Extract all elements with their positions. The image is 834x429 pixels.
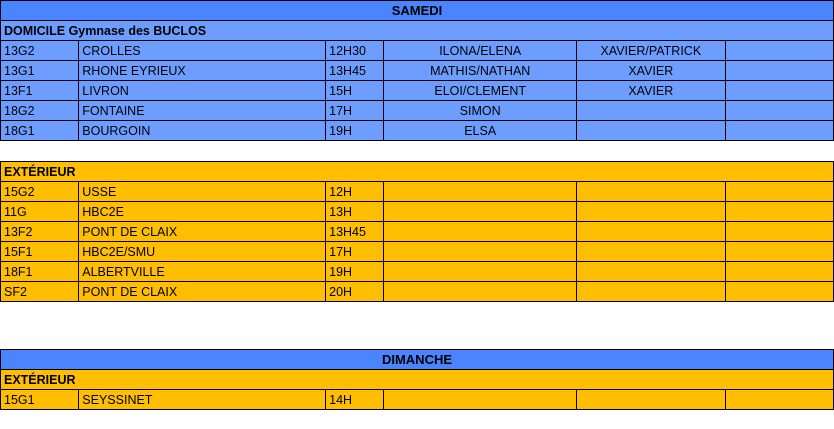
cell-referee-2 — [577, 101, 726, 121]
cell-opponent: ALBERTVILLE — [79, 262, 326, 282]
cell-referee-2: XAVIER — [577, 81, 726, 101]
cell-referee-2 — [577, 242, 726, 262]
dimanche-title: DIMANCHE — [1, 350, 834, 370]
cell-time: 17H — [326, 101, 384, 121]
cell-opponent: CROLLES — [79, 41, 326, 61]
cell-referee-2 — [577, 262, 726, 282]
dimanche-exterieur-header-row — [1, 370, 834, 390]
cell-category: 18G2 — [1, 101, 79, 121]
spacer-4 — [0, 340, 834, 349]
samedi-exterieur-header: EXTÉRIEUR — [1, 162, 834, 182]
cell-referee-1: ELOI/CLEMENT — [384, 81, 577, 101]
samedi-title-row — [1, 1, 834, 21]
cell-category: SF2 — [1, 282, 79, 302]
cell-referee-2 — [577, 121, 726, 141]
spacer-1 — [0, 141, 834, 161]
cell-opponent: USSE — [79, 182, 326, 202]
cell-time: 19H — [326, 262, 384, 282]
cell-time: 17H — [326, 242, 384, 262]
cell-opponent: LIVRON — [79, 81, 326, 101]
cell-opponent: HBC2E/SMU — [79, 242, 326, 262]
cell-time: 14H — [326, 390, 384, 410]
cell-referee-1 — [384, 222, 577, 242]
table-row — [1, 390, 834, 410]
cell-category: 13G2 — [1, 41, 79, 61]
cell-category: 15G2 — [1, 182, 79, 202]
spacer-2 — [0, 302, 834, 321]
cell-extra — [725, 182, 833, 202]
cell-extra — [725, 121, 833, 141]
cell-opponent: FONTAINE — [79, 101, 326, 121]
cell-extra — [725, 390, 833, 410]
table-row — [1, 282, 834, 302]
samedi-table — [0, 0, 834, 141]
cell-extra — [725, 262, 833, 282]
cell-extra — [725, 242, 833, 262]
cell-referee-2 — [577, 202, 726, 222]
cell-time: 12H — [326, 182, 384, 202]
samedi-title: SAMEDI — [1, 1, 834, 21]
cell-category: 15F1 — [1, 242, 79, 262]
cell-extra — [725, 61, 833, 81]
cell-opponent: HBC2E — [79, 202, 326, 222]
cell-time: 12H30 — [326, 41, 384, 61]
cell-opponent: PONT DE CLAIX — [79, 222, 326, 242]
table-row — [1, 41, 834, 61]
table-row — [1, 262, 834, 282]
samedi-exterieur-header-row — [1, 162, 834, 182]
cell-extra — [725, 41, 833, 61]
table-row — [1, 182, 834, 202]
cell-referee-2: XAVIER/PATRICK — [577, 41, 726, 61]
cell-category: 13F2 — [1, 222, 79, 242]
dimanche-title-row — [1, 350, 834, 370]
table-row — [1, 242, 834, 262]
cell-referee-1: ILONA/ELENA — [384, 41, 577, 61]
samedi-exterieur-table — [0, 161, 834, 302]
cell-category: 18G1 — [1, 121, 79, 141]
cell-referee-1 — [384, 182, 577, 202]
cell-category: 15G1 — [1, 390, 79, 410]
cell-time: 19H — [326, 121, 384, 141]
cell-referee-1 — [384, 242, 577, 262]
cell-referee-2 — [577, 222, 726, 242]
cell-referee-1 — [384, 282, 577, 302]
samedi-domicile-header-row — [1, 21, 834, 41]
cell-referee-1: SIMON — [384, 101, 577, 121]
cell-extra — [725, 81, 833, 101]
table-row — [1, 121, 834, 141]
table-row — [1, 222, 834, 242]
cell-time: 20H — [326, 282, 384, 302]
cell-referee-1 — [384, 262, 577, 282]
cell-referee-1: MATHIS/NATHAN — [384, 61, 577, 81]
cell-time: 13H45 — [326, 61, 384, 81]
cell-category: 13F1 — [1, 81, 79, 101]
cell-opponent: BOURGOIN — [79, 121, 326, 141]
cell-extra — [725, 101, 833, 121]
cell-opponent: SEYSSINET — [79, 390, 326, 410]
table-row — [1, 202, 834, 222]
dimanche-table — [0, 349, 834, 410]
cell-referee-2: XAVIER — [577, 61, 726, 81]
dimanche-exterieur-header: EXTÉRIEUR — [1, 370, 834, 390]
cell-extra — [725, 202, 833, 222]
cell-time: 15H — [326, 81, 384, 101]
cell-opponent: PONT DE CLAIX — [79, 282, 326, 302]
samedi-domicile-header: DOMICILE Gymnase des BUCLOS — [1, 21, 834, 41]
cell-referee-1 — [384, 202, 577, 222]
cell-referee-2 — [577, 182, 726, 202]
cell-extra — [725, 222, 833, 242]
table-row — [1, 81, 834, 101]
cell-extra — [725, 282, 833, 302]
cell-category: 18F1 — [1, 262, 79, 282]
cell-category: 11G — [1, 202, 79, 222]
cell-time: 13H45 — [326, 222, 384, 242]
cell-referee-1: ELSA — [384, 121, 577, 141]
table-row — [1, 61, 834, 81]
cell-referee-2 — [577, 390, 726, 410]
spacer-3 — [0, 321, 834, 340]
cell-opponent: RHONE EYRIEUX — [79, 61, 326, 81]
table-row — [1, 101, 834, 121]
cell-category: 13G1 — [1, 61, 79, 81]
cell-referee-2 — [577, 282, 726, 302]
cell-referee-1 — [384, 390, 577, 410]
cell-time: 13H — [326, 202, 384, 222]
